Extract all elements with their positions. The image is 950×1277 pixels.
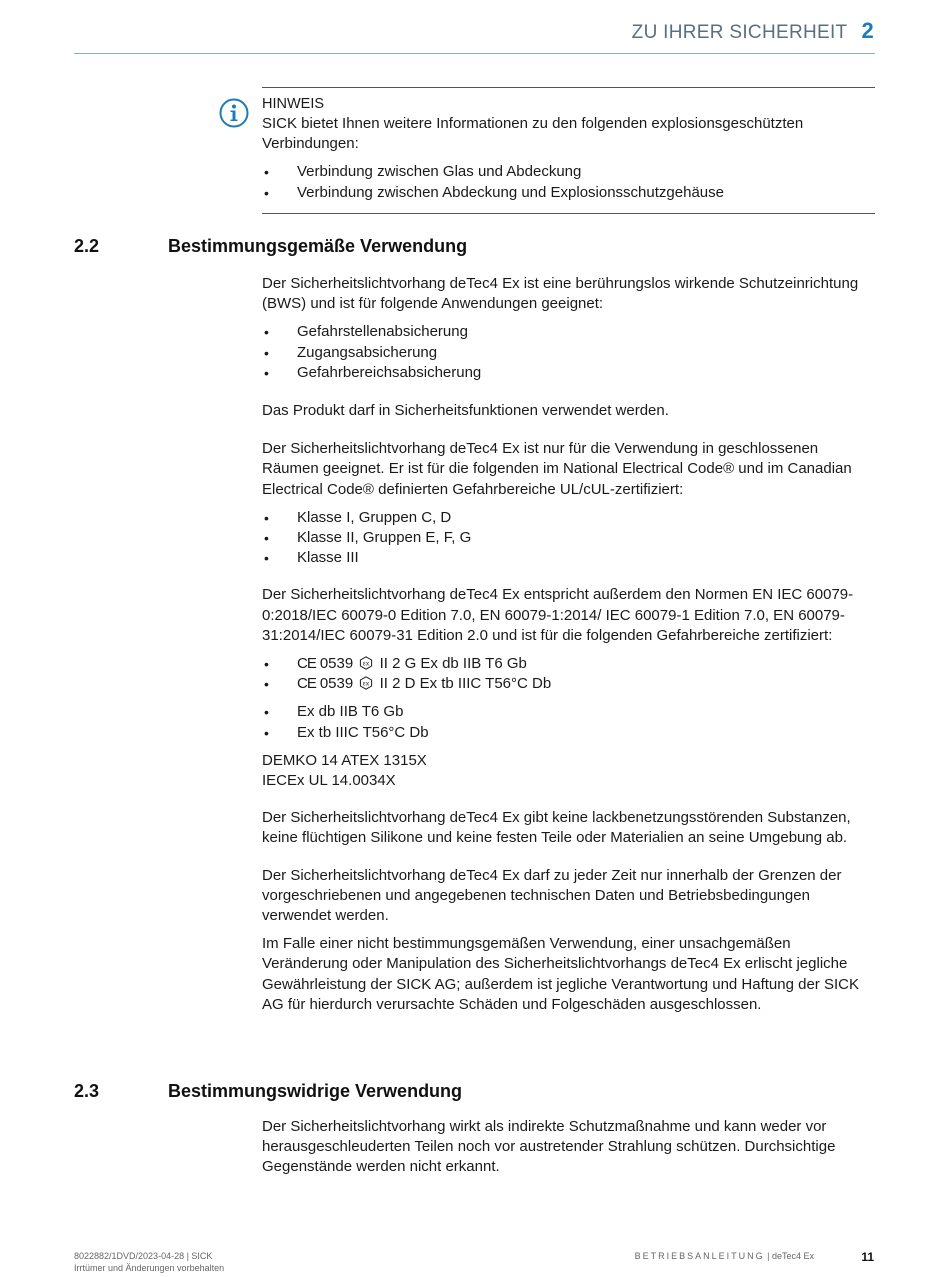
note-text: SICK bietet Ihnen weitere Informationen zu den folgenden explosionsgeschützten Verbindungen:: [262, 115, 804, 153]
footer-left: [74, 1250, 224, 1274]
chapter-header: [632, 18, 874, 44]
section-number: 2.2: [74, 236, 100, 256]
header-divider: [74, 53, 875, 54]
list-item: • Ex db IIB T6 Gb: [262, 702, 875, 722]
list-item: • Gefahrbereichsabsicherung: [262, 363, 875, 383]
list-item: • Zugangsabsicherung: [262, 343, 875, 363]
ex-hexagon-icon: [359, 656, 373, 670]
document-type: BETRIEBSANLEITUNG: [634, 1251, 765, 1261]
note-box: [262, 87, 875, 214]
misuse-paragraph: Im Falle einer nicht bestimmungsgemäßen Verwendung, einer unsachgemäßen Veränderung oder Manipulation des Sicherheitslichtvorhangs deTec4 Ex erlischt jegliche Gewährleistung der SICK AG; außerdem ist jegliche Verantwortung und Haftung der SICK AG für hierdurch verursachte Schäden und Folgeschäden ausgeschlossen.: [262, 935, 859, 1013]
list-item: • Klasse II, Gruppen E, F, G: [262, 528, 875, 548]
product-name: deTec4 Ex: [771, 1251, 814, 1261]
svg-text:εx: εx: [363, 660, 370, 668]
list-item: • Verbindung zwischen Glas und Abdeckung: [262, 162, 875, 182]
atex-marking: II 2 D Ex tb IIIC T56°C Db: [379, 675, 552, 693]
atex-mark: [262, 674, 875, 694]
limits-paragraph: Der Sicherheitslichtvorhang deTec4 Ex darf zu jeder Zeit nur innerhalb der Grenzen der vorgeschriebenen und angegebenen technischen Daten und Betriebsbedingungen verwendet werden.: [262, 866, 842, 925]
improper-use-paragraph: Der Sicherheitslichtvorhang wirkt als indirekte Schutzmaßnahme und kann weder vor herausgeschleuderten Teilen noch vor austretender Strahlung schützen. Durchsichtige Gegenstände werden nicht erkannt.: [262, 1118, 836, 1176]
note-title: HINWEIS: [262, 96, 325, 112]
atex-marks-list: [262, 654, 875, 694]
ce-mark: CE: [297, 655, 316, 673]
cert-number-atex: DEMKO 14 ATEX 1315X: [262, 751, 427, 769]
classes-list: [262, 508, 875, 569]
footer-separator: |: [764, 1251, 772, 1261]
section-2-3-content: [262, 1117, 875, 1178]
notified-body-code: 0539: [319, 655, 354, 673]
atex-marking: II 2 G Ex db IIB T6 Gb: [379, 655, 527, 673]
cert-number-iecex: IECEx UL 14.0034X: [262, 772, 396, 790]
note-list: [262, 162, 875, 202]
atex-mark: [262, 654, 875, 674]
list-item: • Gefahrstellenabsicherung: [262, 322, 875, 342]
applications-list: [262, 322, 875, 383]
substances-paragraph: Der Sicherheitslichtvorhang deTec4 Ex gibt keine lackbenetzungsstörenden Substanzen, keine flüchtigen Silikone und keine festen Teile oder Materialien an seine Umgebung ab.: [262, 809, 851, 847]
safety-functions-paragraph: Das Produkt darf in Sicherheitsfunktionen verwendet werden.: [262, 402, 669, 420]
list-item: • Ex tb IIIC T56°C Db: [262, 723, 875, 743]
section-title: Bestimmungsgemäße Verwendung: [168, 236, 468, 256]
chapter-number: 2: [861, 18, 874, 43]
list-item: • Klasse I, Gruppen C, D: [262, 508, 875, 528]
ex-hexagon-icon: [359, 676, 373, 690]
indoor-paragraph: Der Sicherheitslichtvorhang deTec4 Ex ist nur für die Verwendung in geschlossenen Räumen geeignet. Er ist für die folgenden im National Electrical Code® und im Canadian Electrical Code® definierten Gefahrbereiche UL/cUL-zertifiziert:: [262, 440, 852, 498]
document-id: 8022882/1DVD/2023-04-28 | SICK: [74, 1251, 213, 1261]
section-title: Bestimmungswidrige Verwendung: [168, 1081, 463, 1101]
intro-paragraph: Der Sicherheitslichtvorhang deTec4 Ex ist eine berührungslos wirkende Schutzeinrichtung (BWS) und ist für folgende Anwendungen geeignet:: [262, 275, 859, 313]
section-2-2-content: [262, 274, 875, 1015]
iecex-marks-list: [262, 702, 875, 742]
list-item: • Klasse III: [262, 548, 875, 568]
footer-right: [635, 1251, 814, 1261]
section-number: 2.3: [74, 1081, 100, 1101]
disclaimer: Irrtümer und Änderungen vorbehalten: [74, 1263, 225, 1273]
notified-body-code: 0539: [319, 675, 354, 693]
norms-paragraph: Der Sicherheitslichtvorhang deTec4 Ex entspricht außerdem den Normen EN IEC 60079-0:2018/IEC 60079-0 Edition 7.0, EN 60079-1:2014/ IEC 60079-1 Edition 7.0, EN 60079-31:2014/IEC 60079-31 Edition 2.0 und ist für die folgenden Gefahrbereiche zertifiziert:: [262, 586, 854, 644]
ce-mark: CE: [297, 675, 316, 693]
info-icon: [219, 98, 249, 128]
list-item: • Verbindung zwischen Abdeckung und Explosionsschutzgehäuse: [262, 183, 875, 203]
svg-text:εx: εx: [363, 680, 370, 688]
chapter-title: ZU IHRER SICHERHEIT: [631, 22, 848, 43]
page-number: 11: [861, 1250, 874, 1264]
